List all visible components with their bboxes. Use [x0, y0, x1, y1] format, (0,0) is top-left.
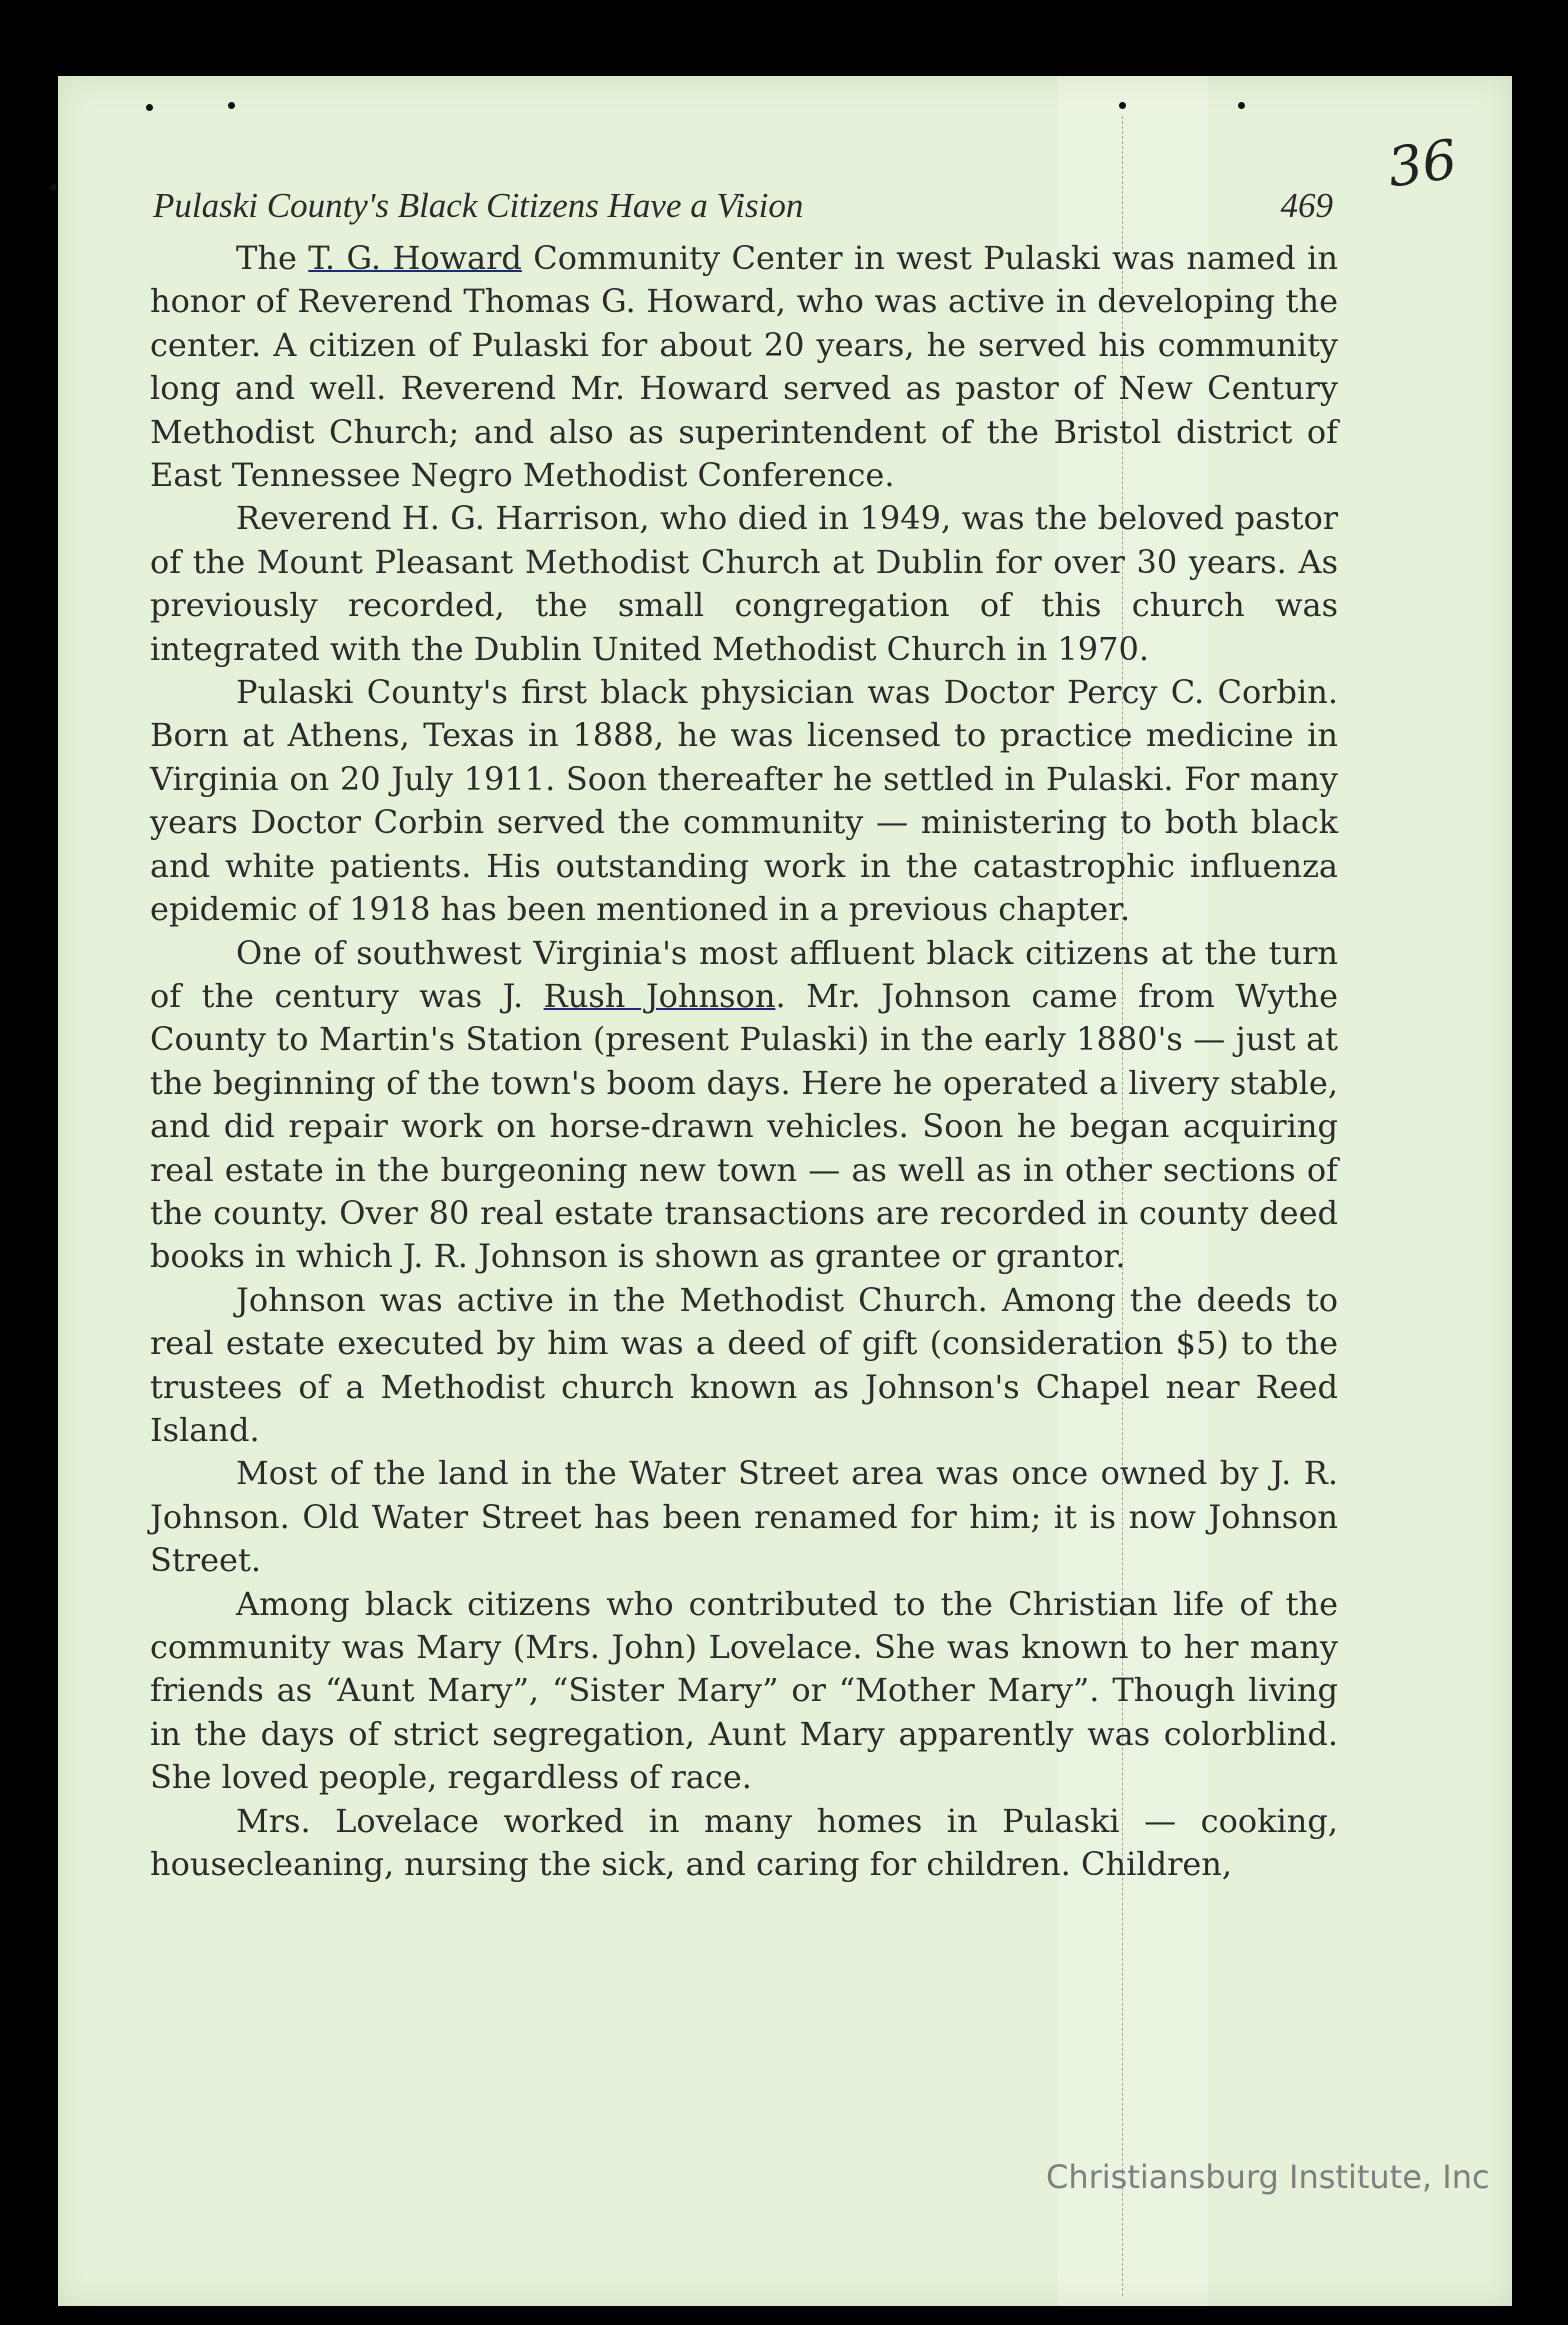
body-text: [150, 237, 1338, 1886]
underlined-name: T. G. Howard: [308, 239, 522, 277]
watermark: Christiansburg Institute, Inc: [1046, 2158, 1490, 2196]
paragraph-johnson-church: Johnson was active in the Methodist Church. Among the deeds to real estate executed by him was a deed of gift (consideration $5) to the trustees of a Methodist church known as Johnson's Chapel near Reed Island.: [150, 1280, 1338, 1449]
running-head-title: Pulaski County's Black Citizens Have a Vision: [153, 186, 804, 225]
punch-dot: [50, 184, 57, 191]
paragraph-rush-johnson: [150, 932, 1338, 1279]
punch-dot: [1238, 102, 1245, 109]
handwritten-folio-number: 36: [1383, 127, 1461, 200]
paragraph-lovelace: Among black citizens who contributed to the Christian life of the community was Mary (Mrs. John) Lovelace. She was known to her many friends as “Aunt Mary”, “Sister Mary” or “Mother Mary”. Though living in the days of strict segregation, Aunt Mary apparently was colorblind. She loved people, regardless of race.: [150, 1584, 1338, 1797]
paragraph-lovelace-work: Mrs. Lovelace worked in many homes in Pulaski — cooking, housecleaning, nursing the sick, and caring for children. Children,: [150, 1801, 1338, 1884]
page-number: 469: [1280, 186, 1333, 225]
text-run: One of southwest Virginia's most affluent black citizens at the turn of the century was J.: [150, 933, 1338, 1015]
paragraph-water-street: Most of the land in the Water Street area was once owned by J. R. Johnson. Old Water Street has been renamed for him; it is now Johnson Street.: [150, 1454, 1338, 1580]
paragraph-corbin: Pulaski County's first black physician was Doctor Percy C. Corbin. Born at Athens, Texas in 1888, he was licensed to practice medicine in Virginia on 20 July 1911. Soon thereafter he settled in Pulaski. For many years Doctor Corbin served the community — ministering to both black and white patients. His outstanding work in the catastrophic influenza epidemic of 1918 has been mentioned in a previous chapter.: [150, 673, 1338, 929]
underlined-name: Rush Johnson: [543, 976, 776, 1015]
text-run: . Mr. Johnson came from Wythe County to Martin's Station (present Pulaski) in the early 1880's — just at the beginning of the town's boom days. Here he operated a livery stable, and did repair work on horse-drawn vehicles. Soon he began acquiring real estate in the burgeoning new town — as well as in other sections of the county. Over 80 real estate transactions are recorded in county deed books in which J. R. Johnson is shown as grantee or grantor.: [150, 976, 1339, 1276]
text-run: The: [236, 239, 309, 277]
text-run: Community Center in west Pulaski was named in honor of Reverend Thomas G. Howard, who was active in developing the center. A citizen of Pulaski for about 20 years, he served his community long and well. Reverend Mr. Howard served as pastor of New Century Methodist Church; and also as superintendent of the Bristol district of East Tennessee Negro Methodist Conference.: [150, 239, 1339, 495]
punch-dot: [228, 102, 235, 109]
paragraph-howard-center: [150, 237, 1338, 497]
paragraph-harrison: Reverend H. G. Harrison, who died in 1949, was the beloved pastor of the Mount Pleasant Methodist Church at Dublin for over 30 years. As previously recorded, the small congregation of this church was integrated with the Dublin United Methodist Church in 1970.: [150, 499, 1338, 668]
running-head: [153, 186, 1333, 226]
punch-dot: [1119, 102, 1126, 109]
punch-dot: [146, 104, 153, 111]
